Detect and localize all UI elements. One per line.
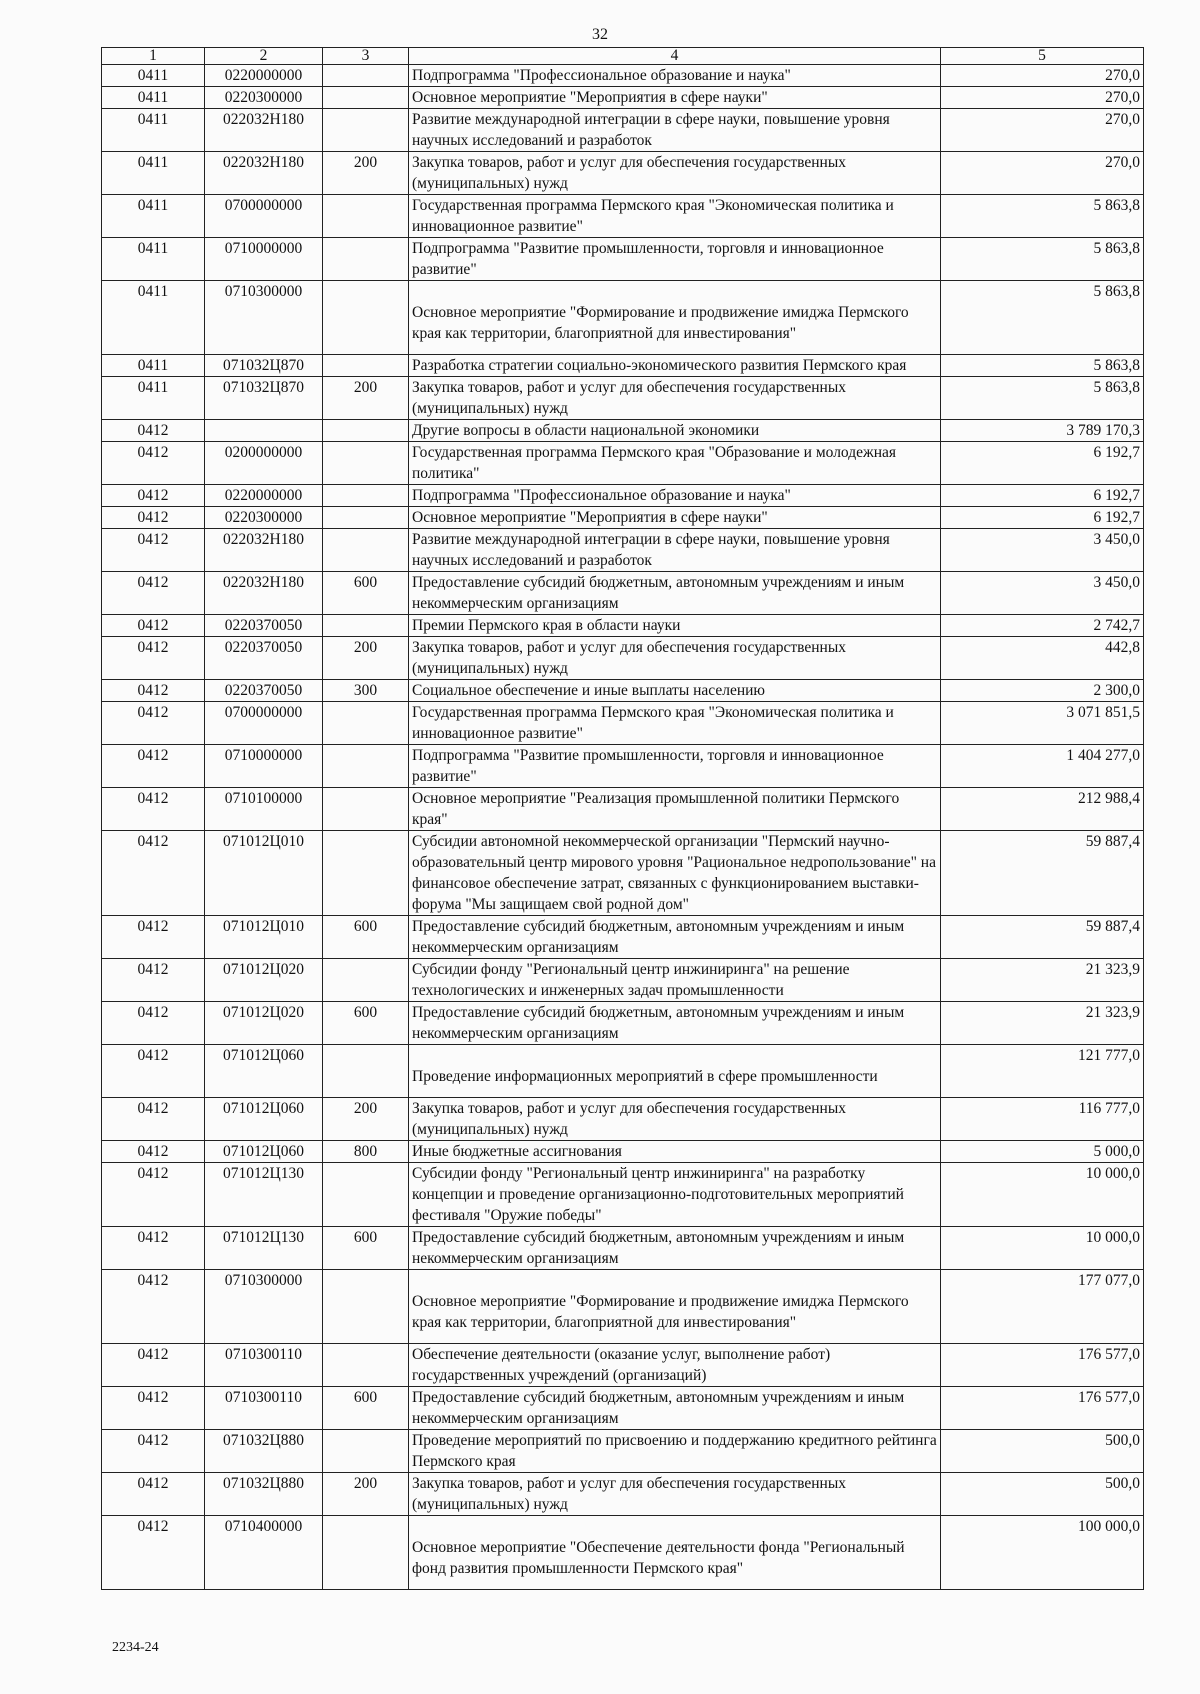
budget-table xyxy=(101,47,1144,1590)
section-code: 0412 xyxy=(102,702,205,745)
amount: 21 323,9 xyxy=(941,959,1144,1002)
expense-type-code xyxy=(323,1045,409,1098)
section-code: 0411 xyxy=(102,281,205,355)
amount: 5 863,8 xyxy=(941,195,1144,238)
section-code: 0412 xyxy=(102,637,205,680)
target-article-code: 071012Ц020 xyxy=(205,959,323,1002)
section-code: 0412 xyxy=(102,1430,205,1473)
target-article-code: 0220000000 xyxy=(205,485,323,507)
target-article-code: 0700000000 xyxy=(205,702,323,745)
table-row xyxy=(102,1227,1144,1270)
target-article-code: 0220000000 xyxy=(205,65,323,87)
header-col-4: 4 xyxy=(409,48,941,65)
expense-type-code xyxy=(323,1430,409,1473)
expense-type-code: 600 xyxy=(323,1387,409,1430)
item-description: Субсидии автономной некоммерческой организации "Пермский научно-образовательный центр мирового уровня "Рациональное недропользование" на финансовое обеспечение затрат, связанных с функционированием выставки-форума "Мы защищаем свой родной дом" xyxy=(409,831,941,916)
table-row xyxy=(102,87,1144,109)
section-code: 0412 xyxy=(102,1387,205,1430)
expense-type-code: 200 xyxy=(323,152,409,195)
table-row xyxy=(102,152,1144,195)
amount: 121 777,0 xyxy=(941,1045,1144,1098)
item-description: Основное мероприятие "Мероприятия в сфере науки" xyxy=(409,87,941,109)
header-row xyxy=(102,48,1144,65)
item-description: Предоставление субсидий бюджетным, автономным учреждениям и иным некоммерческим организациям xyxy=(409,1002,941,1045)
amount: 2 300,0 xyxy=(941,680,1144,702)
table-row xyxy=(102,1098,1144,1141)
target-article-code: 0710000000 xyxy=(205,238,323,281)
amount: 3 450,0 xyxy=(941,572,1144,615)
table-row xyxy=(102,916,1144,959)
item-description: Государственная программа Пермского края "Экономическая политика и инновационное развитие" xyxy=(409,702,941,745)
target-article-code: 022032Н180 xyxy=(205,109,323,152)
table-row xyxy=(102,831,1144,916)
table-row xyxy=(102,745,1144,788)
section-code: 0411 xyxy=(102,65,205,87)
expense-type-code: 600 xyxy=(323,572,409,615)
target-article-code: 0710000000 xyxy=(205,745,323,788)
table-row xyxy=(102,281,1144,355)
expense-type-code xyxy=(323,355,409,377)
expense-type-code: 300 xyxy=(323,680,409,702)
table-row xyxy=(102,1473,1144,1516)
expense-type-code: 600 xyxy=(323,1227,409,1270)
target-article-code: 0710300000 xyxy=(205,281,323,355)
target-article-code: 071012Ц130 xyxy=(205,1163,323,1227)
table-row xyxy=(102,485,1144,507)
target-article-code: 022032Н180 xyxy=(205,572,323,615)
table-row xyxy=(102,355,1144,377)
table-row xyxy=(102,1141,1144,1163)
amount: 212 988,4 xyxy=(941,788,1144,831)
expense-type-code xyxy=(323,238,409,281)
expense-type-code xyxy=(323,420,409,442)
expense-type-code xyxy=(323,831,409,916)
expense-type-code xyxy=(323,615,409,637)
expense-type-code xyxy=(323,195,409,238)
expense-type-code xyxy=(323,959,409,1002)
target-article-code: 071012Ц060 xyxy=(205,1045,323,1098)
target-article-code: 071032Ц870 xyxy=(205,377,323,420)
item-description: Основное мероприятие "Реализация промышленной политики Пермского края" xyxy=(409,788,941,831)
expense-type-code: 200 xyxy=(323,1098,409,1141)
amount: 116 777,0 xyxy=(941,1098,1144,1141)
section-code: 0412 xyxy=(102,420,205,442)
header-col-3: 3 xyxy=(323,48,409,65)
item-description: Проведение информационных мероприятий в сфере промышленности xyxy=(409,1045,941,1098)
section-code: 0412 xyxy=(102,1516,205,1590)
section-code: 0412 xyxy=(102,1163,205,1227)
section-code: 0411 xyxy=(102,355,205,377)
item-description: Подпрограмма "Развитие промышленности, торговля и инновационное развитие" xyxy=(409,238,941,281)
section-code: 0412 xyxy=(102,831,205,916)
item-description: Основное мероприятие "Формирование и продвижение имиджа Пермского края как территории, благоприятной для инвестирования" xyxy=(409,281,941,355)
expense-type-code xyxy=(323,1344,409,1387)
section-code: 0412 xyxy=(102,1227,205,1270)
expense-type-code xyxy=(323,485,409,507)
expense-type-code xyxy=(323,745,409,788)
item-description: Проведение мероприятий по присвоению и поддержанию кредитного рейтинга Пермского края xyxy=(409,1430,941,1473)
section-code: 0412 xyxy=(102,507,205,529)
item-description: Предоставление субсидий бюджетным, автономным учреждениям и иным некоммерческим организациям xyxy=(409,1227,941,1270)
expense-type-code xyxy=(323,1516,409,1590)
target-article-code: 0220370050 xyxy=(205,680,323,702)
table-row xyxy=(102,1516,1144,1590)
section-code: 0412 xyxy=(102,1473,205,1516)
item-description: Закупка товаров, работ и услуг для обеспечения государственных (муниципальных) нужд xyxy=(409,637,941,680)
amount: 1 404 277,0 xyxy=(941,745,1144,788)
item-description: Предоставление субсидий бюджетным, автономным учреждениям и иным некоммерческим организациям xyxy=(409,1387,941,1430)
section-code: 0412 xyxy=(102,680,205,702)
item-description: Закупка товаров, работ и услуг для обеспечения государственных (муниципальных) нужд xyxy=(409,152,941,195)
amount: 5 863,8 xyxy=(941,238,1144,281)
amount: 3 450,0 xyxy=(941,529,1144,572)
section-code: 0412 xyxy=(102,1098,205,1141)
section-code: 0412 xyxy=(102,959,205,1002)
item-description: Развитие международной интеграции в сфере науки, повышение уровня научных исследований и разработок xyxy=(409,529,941,572)
amount: 6 192,7 xyxy=(941,485,1144,507)
expense-type-code: 200 xyxy=(323,377,409,420)
amount: 500,0 xyxy=(941,1473,1144,1516)
section-code: 0411 xyxy=(102,109,205,152)
section-code: 0412 xyxy=(102,615,205,637)
expense-type-code: 600 xyxy=(323,916,409,959)
item-description: Основное мероприятие "Обеспечение деятельности фонда "Региональный фонд развития промышленности Пермского края" xyxy=(409,1516,941,1590)
target-article-code: 022032Н180 xyxy=(205,152,323,195)
target-article-code: 0200000000 xyxy=(205,442,323,485)
target-article-code: 071032Ц870 xyxy=(205,355,323,377)
target-article-code: 071012Ц020 xyxy=(205,1002,323,1045)
expense-type-code xyxy=(323,65,409,87)
target-article-code: 0710100000 xyxy=(205,788,323,831)
table-row xyxy=(102,65,1144,87)
expense-type-code xyxy=(323,1270,409,1344)
target-article-code: 0710300000 xyxy=(205,1270,323,1344)
target-article-code: 071012Ц060 xyxy=(205,1098,323,1141)
target-article-code: 071032Ц880 xyxy=(205,1430,323,1473)
section-code: 0412 xyxy=(102,916,205,959)
item-description: Закупка товаров, работ и услуг для обеспечения государственных (муниципальных) нужд xyxy=(409,377,941,420)
target-article-code: 071012Ц130 xyxy=(205,1227,323,1270)
expense-type-code xyxy=(323,281,409,355)
amount: 270,0 xyxy=(941,65,1144,87)
item-description: Предоставление субсидий бюджетным, автономным учреждениям и иным некоммерческим организациям xyxy=(409,916,941,959)
section-code: 0411 xyxy=(102,238,205,281)
header-col-1: 1 xyxy=(102,48,205,65)
amount: 3 789 170,3 xyxy=(941,420,1144,442)
item-description: Государственная программа Пермского края "Экономическая политика и инновационное развитие" xyxy=(409,195,941,238)
item-description: Подпрограмма "Профессиональное образование и наука" xyxy=(409,65,941,87)
target-article-code: 071012Ц060 xyxy=(205,1141,323,1163)
expense-type-code xyxy=(323,87,409,109)
table-row xyxy=(102,637,1144,680)
section-code: 0411 xyxy=(102,377,205,420)
section-code: 0412 xyxy=(102,1045,205,1098)
amount: 59 887,4 xyxy=(941,831,1144,916)
item-description: Основное мероприятие "Формирование и продвижение имиджа Пермского края как территории, благоприятной для инвестирования" xyxy=(409,1270,941,1344)
section-code: 0412 xyxy=(102,529,205,572)
target-article-code: 0220370050 xyxy=(205,615,323,637)
table-row xyxy=(102,1163,1144,1227)
expense-type-code: 600 xyxy=(323,1002,409,1045)
target-article-code: 0220300000 xyxy=(205,507,323,529)
table-row xyxy=(102,1270,1144,1344)
expense-type-code xyxy=(323,702,409,745)
amount: 2 742,7 xyxy=(941,615,1144,637)
table-row xyxy=(102,680,1144,702)
target-article-code: 0700000000 xyxy=(205,195,323,238)
expense-type-code: 800 xyxy=(323,1141,409,1163)
item-description: Премии Пермского края в области науки xyxy=(409,615,941,637)
document-code: 2234-24 xyxy=(112,1640,159,1655)
table-row xyxy=(102,442,1144,485)
section-code: 0412 xyxy=(102,788,205,831)
item-description: Субсидии фонду "Региональный центр инжиниринга" на решение технологических и инженерных задач промышленности xyxy=(409,959,941,1002)
expense-type-code: 200 xyxy=(323,637,409,680)
item-description: Предоставление субсидий бюджетным, автономным учреждениям и иным некоммерческим организациям xyxy=(409,572,941,615)
section-code: 0412 xyxy=(102,1002,205,1045)
amount: 59 887,4 xyxy=(941,916,1144,959)
table-row xyxy=(102,238,1144,281)
amount: 21 323,9 xyxy=(941,1002,1144,1045)
item-description: Разработка стратегии социально-экономического развития Пермского края xyxy=(409,355,941,377)
item-description: Другие вопросы в области национальной экономики xyxy=(409,420,941,442)
item-description: Подпрограмма "Развитие промышленности, торговля и инновационное развитие" xyxy=(409,745,941,788)
table-row xyxy=(102,420,1144,442)
target-article-code: 022032Н180 xyxy=(205,529,323,572)
section-code: 0412 xyxy=(102,442,205,485)
amount: 5 863,8 xyxy=(941,281,1144,355)
page-number: 32 xyxy=(592,26,608,43)
target-article-code: 0710300110 xyxy=(205,1387,323,1430)
expense-type-code xyxy=(323,1163,409,1227)
item-description: Государственная программа Пермского края "Образование и молодежная политика" xyxy=(409,442,941,485)
section-code: 0412 xyxy=(102,1141,205,1163)
item-description: Субсидии фонду "Региональный центр инжиниринга" на разработку концепции и проведение организационно-подготовительных мероприятий фестиваля "Оружие победы" xyxy=(409,1163,941,1227)
amount: 10 000,0 xyxy=(941,1163,1144,1227)
table-row xyxy=(102,529,1144,572)
table-row xyxy=(102,1045,1144,1098)
amount: 6 192,7 xyxy=(941,442,1144,485)
amount: 270,0 xyxy=(941,87,1144,109)
amount: 270,0 xyxy=(941,109,1144,152)
item-description: Развитие международной интеграции в сфере науки, повышение уровня научных исследований и разработок xyxy=(409,109,941,152)
amount: 3 071 851,5 xyxy=(941,702,1144,745)
table-row xyxy=(102,377,1144,420)
amount: 500,0 xyxy=(941,1430,1144,1473)
item-description: Подпрограмма "Профессиональное образование и наука" xyxy=(409,485,941,507)
table-row xyxy=(102,788,1144,831)
amount: 6 192,7 xyxy=(941,507,1144,529)
amount: 176 577,0 xyxy=(941,1344,1144,1387)
table-row xyxy=(102,615,1144,637)
target-article-code: 0710400000 xyxy=(205,1516,323,1590)
target-article-code: 0710300110 xyxy=(205,1344,323,1387)
header-col-5: 5 xyxy=(941,48,1144,65)
amount: 5 863,8 xyxy=(941,355,1144,377)
item-description: Закупка товаров, работ и услуг для обеспечения государственных (муниципальных) нужд xyxy=(409,1473,941,1516)
table-row xyxy=(102,1002,1144,1045)
item-description: Социальное обеспечение и иные выплаты населению xyxy=(409,680,941,702)
amount: 5 000,0 xyxy=(941,1141,1144,1163)
table-row xyxy=(102,572,1144,615)
amount: 177 077,0 xyxy=(941,1270,1144,1344)
section-code: 0412 xyxy=(102,1344,205,1387)
table-row xyxy=(102,959,1144,1002)
section-code: 0411 xyxy=(102,195,205,238)
section-code: 0412 xyxy=(102,1270,205,1344)
amount: 270,0 xyxy=(941,152,1144,195)
target-article-code: 071032Ц880 xyxy=(205,1473,323,1516)
amount: 5 863,8 xyxy=(941,377,1144,420)
target-article-code: 071012Ц010 xyxy=(205,831,323,916)
section-code: 0411 xyxy=(102,87,205,109)
expense-type-code xyxy=(323,442,409,485)
table-row xyxy=(102,1387,1144,1430)
expense-type-code xyxy=(323,788,409,831)
table-row xyxy=(102,1430,1144,1473)
table-row xyxy=(102,507,1144,529)
table-row xyxy=(102,702,1144,745)
section-code: 0411 xyxy=(102,152,205,195)
section-code: 0412 xyxy=(102,572,205,615)
target-article-code: 071012Ц010 xyxy=(205,916,323,959)
header-col-2: 2 xyxy=(205,48,323,65)
expense-type-code xyxy=(323,109,409,152)
amount: 10 000,0 xyxy=(941,1227,1144,1270)
table-row xyxy=(102,1344,1144,1387)
table-row xyxy=(102,109,1144,152)
expense-type-code: 200 xyxy=(323,1473,409,1516)
target-article-code: 0220300000 xyxy=(205,87,323,109)
section-code: 0412 xyxy=(102,745,205,788)
section-code: 0412 xyxy=(102,485,205,507)
item-description: Основное мероприятие "Мероприятия в сфере науки" xyxy=(409,507,941,529)
item-description: Обеспечение деятельности (оказание услуг, выполнение работ) государственных учреждений (организаций) xyxy=(409,1344,941,1387)
expense-type-code xyxy=(323,507,409,529)
expense-type-code xyxy=(323,529,409,572)
item-description: Иные бюджетные ассигнования xyxy=(409,1141,941,1163)
table-row xyxy=(102,195,1144,238)
target-article-code: 0220370050 xyxy=(205,637,323,680)
amount: 442,8 xyxy=(941,637,1144,680)
item-description: Закупка товаров, работ и услуг для обеспечения государственных (муниципальных) нужд xyxy=(409,1098,941,1141)
target-article-code xyxy=(205,420,323,442)
amount: 100 000,0 xyxy=(941,1516,1144,1590)
amount: 176 577,0 xyxy=(941,1387,1144,1430)
